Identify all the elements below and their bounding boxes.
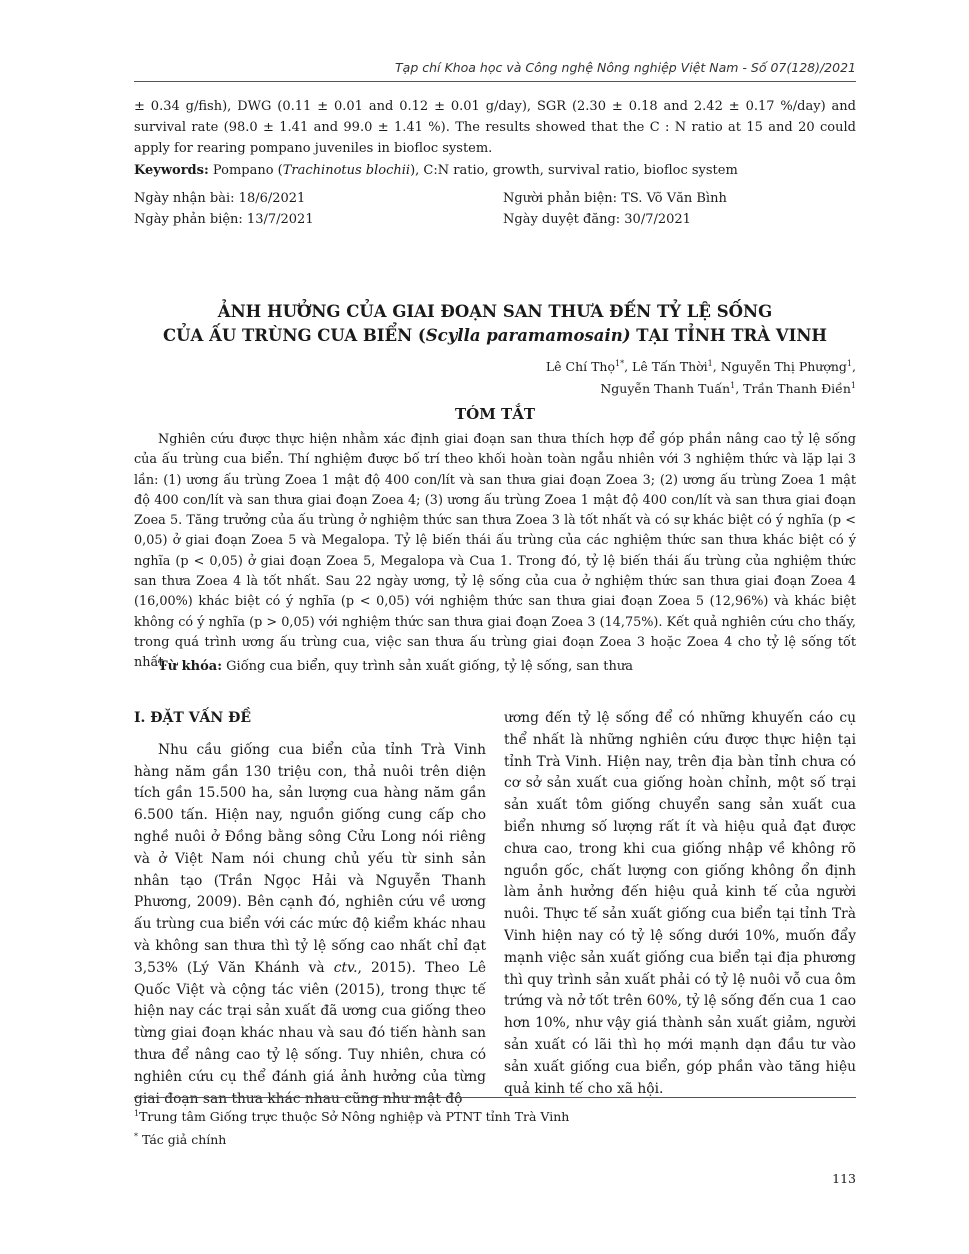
- author-1-mark: 1*: [615, 359, 625, 368]
- author-5: , Trần Thanh Điền: [735, 381, 851, 397]
- title-line-1: ẢNH HƯỞNG CỦA GIAI ĐOẠN SAN THƯA ĐẾN TỶ LỆ SỐNG: [217, 302, 773, 321]
- keywords-pre: Pompano (: [212, 163, 283, 178]
- previous-article-keywords: [134, 160, 856, 181]
- received-date: Ngày nhận bài: 18/6/2021: [134, 191, 306, 206]
- footnote-1-text: Trung tâm Giống trực thuộc Sở Nông nghiệp và PTNT tỉnh Trà Vinh: [139, 1109, 570, 1125]
- author-3-mark: 1: [846, 359, 853, 368]
- title-line-2-post: TẠI TỈNH TRÀ VINH: [630, 326, 827, 345]
- footnotes: [134, 1104, 569, 1150]
- article-keywords: [134, 657, 856, 677]
- intro-paragraph-continued: ương đến tỷ lệ sống để có những khuyến cáo cụ thể nhất là những nghiên cứu được thực hiện tại tỉnh Trà Vinh. Hiện nay, trên địa bàn tỉnh chưa có cơ sở sản xuất cua giống hoàn chỉnh, một số trại sản xuất tôm giống chuyển sang sản xuất cua biển nhưng số lượng rất ít và hiệu quả đạt được chưa cao, trong khi cua giống nhập về không rõ nguồn gốc, chất lượng con giống không ổn định làm ảnh hưởng đến hiệu quả kinh tế của người nuôi. Thực tế sản xuất giống cua biển tại tỉnh Trà Vinh hiện nay có tỷ lệ sống dưới 10%, muốn đẩy mạnh việc sản xuất giống cua biển tại địa phương thì quy trình sản xuất phải có tỷ lệ nuôi vỗ cua ôm trứng và nở tốt trên 60%, tỷ lệ sống đến cua 1 cao hơn 10%, như vậy giá thành sản xuất giảm, người sản xuất có lãi thì họ mới mạnh dạn đầu tư vào sản xuất giống cua biển, góp phần vào tăng hiệu quả kinh tế cho xã hội.: [504, 710, 856, 1097]
- running-header: Tạp chí Khoa học và Công nghệ Nông nghiệp Việt Nam - Số 07(128)/2021: [395, 60, 856, 75]
- keywords-post: ), C:N ratio, growth, survival ratio, biofloc system: [410, 163, 738, 178]
- title-line-2-pre: CỦA ẤU TRÙNG CUA BIỂN (: [163, 326, 426, 345]
- authors-line-2: [546, 376, 856, 398]
- author-1: Lê Chí Thọ: [545, 359, 615, 375]
- reviewed-date: Ngày phản biện: 13/7/2021: [134, 212, 314, 227]
- page-number: 113: [832, 1171, 856, 1186]
- authors-line-1: [546, 354, 856, 376]
- footnote-2-mark: *: [134, 1132, 138, 1142]
- author-4-mark: 1: [730, 381, 736, 391]
- author-3: , Nguyễn Thị Phượng: [712, 359, 847, 375]
- reviewer: Người phản biện: TS. Võ Văn Bình: [503, 191, 727, 206]
- article-keywords-label: Từ khóa:: [158, 659, 223, 674]
- author-2: , Lê Tấn Thời: [624, 359, 708, 375]
- abstract-heading: TÓM TẮT: [454, 405, 536, 423]
- title-species: Scylla paramamosain): [425, 326, 631, 345]
- previous-article-abstract: ± 0.34 g/fish), DWG (0.11 ± 0.01 and 0.12 ± 0.01 g/day), SGR (2.30 ± 0.18 and 2.42 ± 0.17 %/day) and survival rate (98.0 ± 1.41 and 99.0 ± 1.41 %). The results showed that the C : N ratio at 15 and 20 could apply for rearing pompano juveniles in biofloc system.: [134, 99, 856, 156]
- accepted-date: Ngày duyệt đăng: 30/7/2021: [503, 212, 691, 227]
- footnote-1: [134, 1104, 569, 1127]
- intro-col1-pre: Nhu cầu giống cua biển của tỉnh Trà Vinh hàng năm gần 130 triệu con, thả nuôi trên diện tích gần 15.500 ha, sản lượng cua hàng năm gần 6.500 tấn. Hiện nay, nguồn giống cung cấp cho nghề nuôi ở Đồng bằng sông Cửu Long nói riêng và ở Việt Nam nói chung chủ yếu từ sinh sản nhân tạo (Trần Ngọc Hải và Nguyễn Thanh Phương, 2009). Bên cạnh đó, nghiên cứu về ương ấu trùng cua biển với các mức độ kiểm khác nhau và không san thưa thì tỷ lệ sống cao nhất chỉ đạt 3,53% (Lý Văn Khánh và: [134, 741, 486, 976]
- intro-col1-ctv: ctv.: [333, 959, 358, 976]
- dates-left: [134, 188, 314, 230]
- footnote-2: [134, 1127, 569, 1150]
- footnote-2-text: Tác giả chính: [138, 1132, 227, 1148]
- abstract-text: Nghiên cứu được thực hiện nhằm xác định giai đoạn san thưa thích hợp để góp phần nâng cao tỷ lệ sống của ấu trùng cua biển. Thí nghiệm được bố trí theo khối hoàn toàn ngẫu nhiên với 3 nghiệm thức và lặp lại 3 lần: (1) ương ấu trùng Zoea 1 mật độ 400 con/lít và san thưa giai đoạn Zoea 3; (2) ương ấu trùng Zoea 1 mật độ 400 con/lít và san thưa giai đoạn Zoea 4; (3) ương ấu trùng Zoea 1 mật độ 400 con/lít và san thưa giai đoạn Zoea 5. Tăng trưởng của ấu trùng ở nghiệm thức san thưa Zoea 3 là tốt nhất và có sự khác biệt có ý nghĩa (p < 0,05) ở giai đoạn Zoea 5 và Megalopa. Tỷ lệ biến thái ấu trùng của các nghiệm thức san thưa khác biệt có ý nghĩa (p < 0,05) ở giai đoạn Zoea 5, Megalopa và Cua 1. Trong đó, tỷ lệ biến thái ấu trùng của nghiệm thức san thưa Zoea 4 là tốt nhất. Sau 22 ngày ương, tỷ lệ sống của cua ở nghiệm thức san thưa giai đoạn Zoea 4 (16,00%) khác biệt có ý nghĩa (p < 0,05) với nghiệm thức san thưa giai đoạn Zoea 5 (12,96%) và khác biệt không có ý nghĩa (p > 0,05) với nghiệm thức san thưa giai đoạn Zoea 3 (14,75%). Kết quả nghiên cứu cho thấy, trong quá trình ương ấu trùng cua, việc san thưa ấu trùng giai đoạn Zoea 3 hoặc Zoea 4 cho tỷ lệ sống tốt nhất.: [134, 432, 856, 671]
- dates-right: [503, 188, 727, 230]
- title-line-2: [134, 324, 856, 348]
- keywords-label: Keywords:: [134, 163, 209, 178]
- author-5-mark: 1: [850, 381, 856, 391]
- keywords-species: Trachinotus blochii: [282, 163, 411, 178]
- footnote-1-mark: 1: [134, 1109, 140, 1118]
- column-right: [504, 708, 856, 1100]
- article-keywords-text: Giống cua biển, quy trình sản xuất giống, tỷ lệ sống, san thưa: [222, 659, 634, 674]
- author-sep: ,: [852, 359, 856, 375]
- intro-col1-post: , 2015). Theo Lê Quốc Việt và cộng tác viên (2015), trong thực tế hiện nay các trại sản xuất đã ương cua giống theo từng giai đoạn khác nhau và sau đó tiến hành san thưa để nâng cao tỷ lệ sống. Tuy nhiên, chưa có nghiên cứu cụ thể đánh giá ảnh hưởng của từng giai đoạn san thưa khác nhau cũng như mật độ: [134, 959, 487, 1107]
- author-2-mark: 1: [707, 359, 713, 368]
- article-title: [134, 300, 856, 348]
- author-4: Nguyễn Thanh Tuấn: [600, 381, 731, 397]
- section-heading: I. ĐẶT VẤN ĐỀ: [134, 710, 251, 726]
- authors: [546, 354, 856, 398]
- intro-paragraph-1: [134, 740, 486, 1111]
- footnote-rule: [134, 1097, 856, 1098]
- column-left: [134, 708, 486, 1110]
- header-rule: [134, 81, 856, 82]
